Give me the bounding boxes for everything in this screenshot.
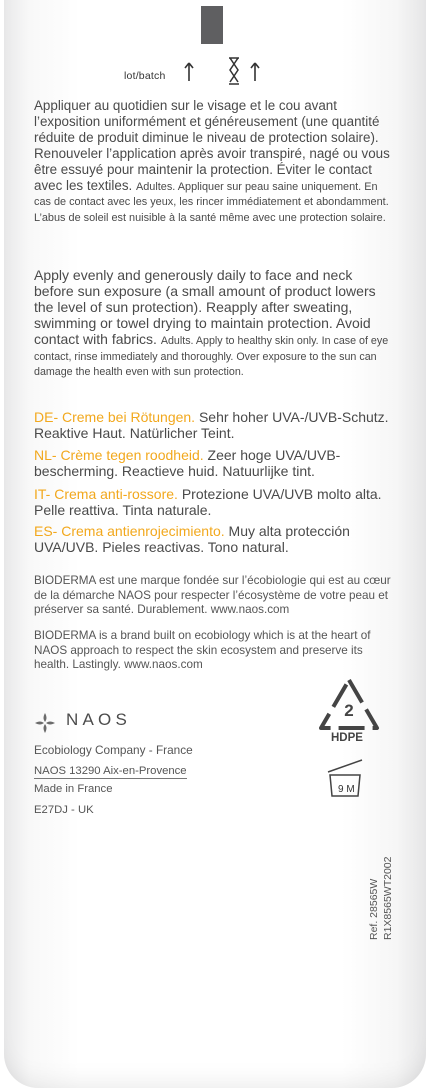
italian-description bbox=[34, 486, 396, 519]
spanish-heading: ES- Crema antienrojecimiento. bbox=[34, 523, 225, 539]
german-description bbox=[34, 409, 396, 442]
naos-wordmark: NAOS bbox=[66, 710, 131, 729]
arrow-up-icon bbox=[250, 62, 260, 82]
english-small-text: Adults. Apply to healthy skin only. In case of eye contact, rinse immediately and thoroughly. Over exposure to the sun can damage the health even with sun protection. bbox=[34, 334, 389, 379]
german-heading: DE- Creme bei Rötungen. bbox=[34, 409, 196, 425]
naos-logo-icon bbox=[34, 712, 56, 734]
english-instructions bbox=[34, 268, 394, 379]
dutch-body: Zeer hoge UVA/UVB-bescherming. Reactieve huid. Natuurlijke tint. bbox=[34, 447, 341, 480]
hourglass-icon bbox=[227, 56, 241, 86]
german-body: Sehr hoher UVA-/UVB-Schutz. Reaktive Haut. Natürlicher Teint. bbox=[34, 409, 389, 442]
period-after-opening: 9 M bbox=[338, 784, 355, 795]
lot-batch-label: lot/batch bbox=[124, 70, 166, 82]
brand-statement-english: BIODERMA is a brand built on ecobiology which is at the heart of NAOS approach to respect the skin ecosystem and preserve its health. Lastingly. www.naos.com bbox=[34, 629, 371, 672]
company-tagline: Ecobiology Company - France bbox=[34, 743, 193, 757]
reference-number: Ref. 28565W bbox=[368, 878, 380, 940]
dutch-description bbox=[34, 447, 396, 480]
italian-body: Protezione UVA/UVB molto alta. Pelle reattiva. Tinta naturale. bbox=[34, 486, 382, 519]
company-address: NAOS 13290 Aix-en-Provence bbox=[34, 765, 187, 777]
french-small-text: Adultes. Appliquer sur peau saine uniquement. En cas de contact avec les yeux, les rincer immédiatement et abondamment. L’abus de soleil est nuisible à la santé même avec une protection solaire. bbox=[34, 180, 389, 225]
arrow-up-icon bbox=[184, 62, 194, 82]
recycling-number: 2 bbox=[344, 701, 354, 720]
dutch-heading: NL- Crème tegen roodheid. bbox=[34, 447, 204, 463]
recycling-triangle-icon bbox=[314, 676, 384, 736]
french-main-text: Appliquer au quotidien sur le visage et le cou avant l’exposition uniformément et généreusement (une quantité réduite de produit diminue le niveau de protection solaire). Renouveler l’application après avoir transpiré, nagé ou vous être essuyé pour maintenir la protection. Éviter le contact avec les textiles. bbox=[34, 98, 390, 193]
english-main-text: Apply evenly and generously daily to face and neck before sun exposure (a small amount of product lowers the level of sun protection). Reapply after sweating, swimming or towel drying to maintain protection. Avoid contact with fabrics. bbox=[34, 267, 376, 347]
product-code: E27DJ - UK bbox=[34, 804, 94, 816]
batch-code: R1X8565WT2002 bbox=[382, 856, 394, 940]
spanish-description bbox=[34, 523, 396, 556]
brand-statement-french: BIODERMA est une marque fondée sur l’écobiologie qui est au cœur de la démarche NAOS pour respecter l’écosystème de votre peau et préserver sa santé. Durablement. www.naos.com bbox=[34, 574, 391, 617]
batch-row bbox=[0, 60, 431, 90]
material-label: HDPE bbox=[331, 732, 363, 744]
tube-seal-tab bbox=[201, 6, 223, 44]
reference-codes bbox=[364, 830, 404, 970]
french-instructions bbox=[34, 98, 394, 225]
spanish-body: Muy alta protección UVA/UVB. Pieles reactivas. Tono natural. bbox=[34, 523, 350, 556]
made-in-label: Made in France bbox=[34, 783, 113, 795]
italian-heading: IT- Crema anti-rossore. bbox=[34, 486, 178, 502]
